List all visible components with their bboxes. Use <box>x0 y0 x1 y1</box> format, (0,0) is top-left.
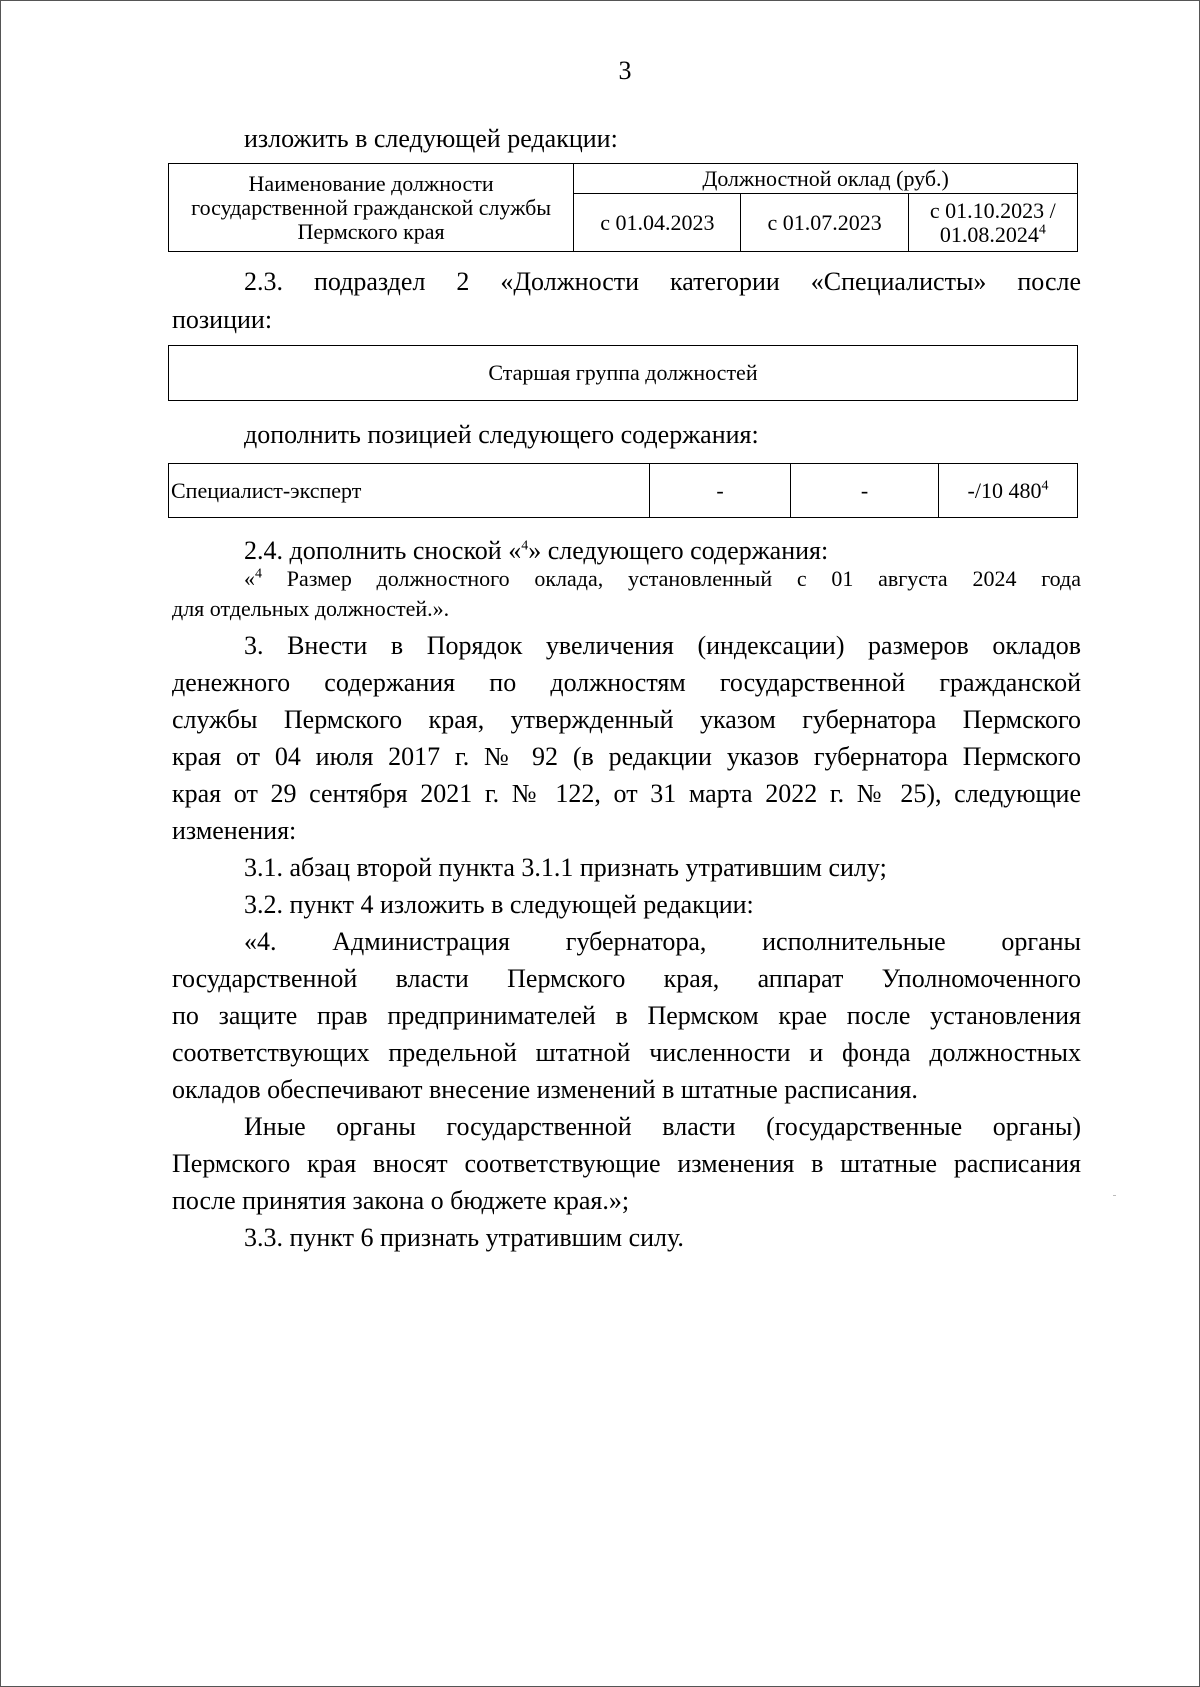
p24-after: » следующего содержания: <box>528 536 829 565</box>
p31: 3.1. абзац второй пункта 3.1.1 признать утратившим силу; <box>244 853 887 882</box>
p33: 3.3. пункт 6 признать утратившим силу. <box>244 1223 684 1252</box>
p3-line4: края от 04 июля 2017 г. № 92 (в редакции указов губернатора Пермского <box>172 742 1081 771</box>
specialist-col-3 <box>939 464 1078 518</box>
supplement-line: дополнить позицией следующего содержания: <box>244 420 759 449</box>
specialist-table <box>168 463 1078 518</box>
scan-mark <box>1113 1195 1116 1196</box>
p24-footnote-mark: 4 <box>521 538 529 554</box>
p3-line6: изменения: <box>172 816 297 845</box>
p23-line2: позиции: <box>172 305 273 334</box>
p4-line4: соответствующих предельной штатной численности и фонда должностных <box>172 1038 1081 1067</box>
date-col-1: с 01.04.2023 <box>574 194 741 252</box>
date-col-2: с 01.07.2023 <box>741 194 908 252</box>
footnote-mark: 4 <box>255 566 262 582</box>
group-table <box>168 345 1078 401</box>
date-col-3 <box>908 194 1077 252</box>
footnote-open-quote: « <box>244 566 255 591</box>
date-col-3-text: с 01.10.2023 / 01.08.2024 <box>929 197 1056 247</box>
specialist-col-2: - <box>791 464 939 518</box>
specialist-footnote-ref: 4 <box>1041 478 1049 494</box>
p4-line5: окладов обеспечивают внесение изменений в штатные расписания. <box>172 1075 918 1104</box>
p23-line1: 2.3. подраздел 2 «Должности категории «Специалисты» после <box>244 267 1081 296</box>
specialist-col-1: - <box>650 464 791 518</box>
intro-line: изложить в следующей редакции: <box>244 124 618 153</box>
salary-group-header: Должностной оклад (руб.) <box>574 164 1078 194</box>
specialist-col-3-value: -/10 480 <box>967 477 1042 503</box>
p32: 3.2. пункт 4 изложить в следующей редакции: <box>244 890 754 919</box>
p4-line3: по защите прав предпринимателей в Пермском крае после установления <box>172 1001 1081 1030</box>
salary-header-table <box>168 163 1078 252</box>
p4-line2: государственной власти Пермского края, аппарат Уполномоченного <box>172 964 1081 993</box>
footnote-text-line1: Размер должностного оклада, установленный с 01 августа 2024 года <box>286 566 1081 591</box>
position-name-header: Наименование должности государственной гражданской службы Пермского края <box>169 164 574 252</box>
p-other-line1: Иные органы государственной власти (государственные органы) <box>244 1112 1081 1141</box>
p-other-line2: Пермского края вносят соответствующие изменения в штатные расписания <box>172 1149 1081 1178</box>
p24-before: 2.4. дополнить сноской « <box>244 536 522 565</box>
p4-line1: «4. Администрация губернатора, исполнительные органы <box>244 927 1081 956</box>
p3-line2: денежного содержания по должностям государственной гражданской <box>172 668 1081 697</box>
footnote-line1 <box>244 564 1081 594</box>
specialist-name: Специалист-эксперт <box>169 464 650 518</box>
p3-line3: службы Пермского края, утвержденный указом губернатора Пермского <box>172 705 1081 734</box>
date-col-3-footnote-ref: 4 <box>1038 222 1046 238</box>
p3-line1: 3. Внести в Порядок увеличения (индексации) размеров окладов <box>244 631 1081 660</box>
page-number: 3 <box>618 56 632 85</box>
group-row-senior: Старшая группа должностей <box>169 346 1078 401</box>
p-other-line3: после принятия закона о бюджете края.»; <box>172 1186 630 1215</box>
p3-line5: края от 29 сентября 2021 г. № 122, от 31 марта 2022 г. № 25), следующие <box>172 779 1081 808</box>
footnote-line2: для отдельных должностей.». <box>172 596 450 621</box>
